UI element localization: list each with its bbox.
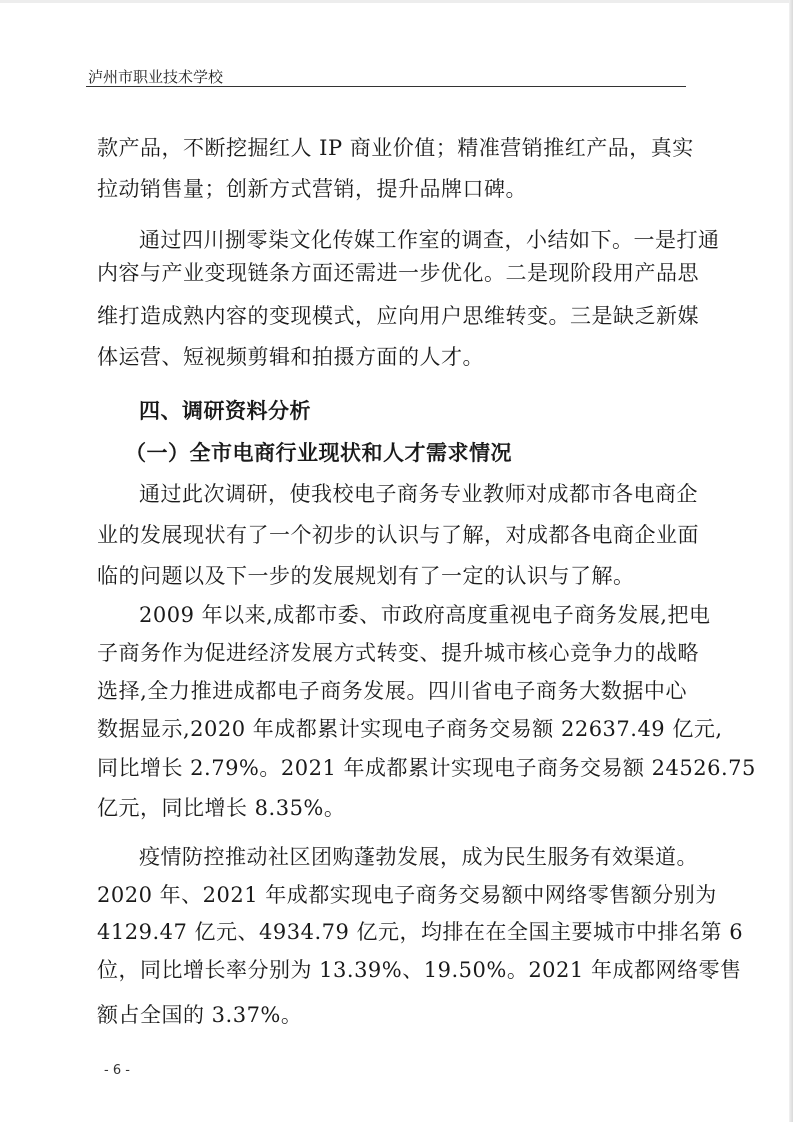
body-line: 选择,全力推进成都电子商务发展。四川省电子商务大数据中心 [97,679,687,703]
body-line: 2020 年、2021 年成都实现电子商务交易额中网络零售额分别为 [97,883,717,907]
body-line: 通过四川捌零柒文化传媒工作室的调查，小结如下。一是打通 [139,228,720,252]
body-line: 同比增长 2.79%。2021 年成都累计实现电子商务交易额 24526.75 [97,756,756,780]
body-line: 位，同比增长率分别为 13.39%、19.50%。2021 年成都网络零售 [97,958,742,982]
body-line: 临的问题以及下一步的发展规划有了一定的认识与了解。 [97,564,635,588]
body-line: 体运营、短视频剪辑和拍摄方面的人才。 [97,345,484,369]
body-line: 内容与产业变现链条方面还需进一步优化。二是现阶段用产品思 [97,261,699,285]
body-line: 亿元，同比增长 8.35%。 [97,796,346,820]
scan-top-edge [0,0,793,3]
body-line: 4129.47 亿元、4934.79 亿元，均排在在全国主要城市中排名第 6 [97,920,744,944]
body-line: 通过此次调研，使我校电子商务专业教师对成都市各电商企 [139,482,698,506]
body-line: 款产品，不断挖掘红人 IP 商业价值；精准营销推红产品，真实 [97,136,694,160]
page-number: - 6 - [104,1063,130,1078]
section-heading: 四、调研资料分析 [139,399,311,423]
body-line: 业的发展现状有了一个初步的认识与了解，对成都各电商企业面 [97,523,699,547]
body-line: 数据显示,2020 年成都累计实现电子商务交易额 22637.49 亿元, [97,717,723,741]
body-line: 2009 年以来,成都市委、市政府高度重视电子商务发展,把电 [139,603,711,627]
scan-right-edge [789,0,793,1122]
body-line: 维打造成熟内容的变现模式，应向用户思维转变。三是缺乏新媒 [97,304,699,328]
running-header: 泸州市职业技术学校 [88,68,224,86]
body-line: 拉动销售量；创新方式营销，提升品牌口碑。 [97,177,527,201]
body-line: 额占全国的 3.37%。 [97,1003,303,1027]
subsection-heading: （一）全市电商行业现状和人才需求情况 [125,441,512,465]
body-line: 疫情防控推动社区团购蓬勃发展，成为民生服务有效渠道。 [139,845,698,869]
header-rule [86,86,686,87]
body-line: 子商务作为促进经济发展方式转变、提升城市核心竞争力的战略 [97,641,699,665]
